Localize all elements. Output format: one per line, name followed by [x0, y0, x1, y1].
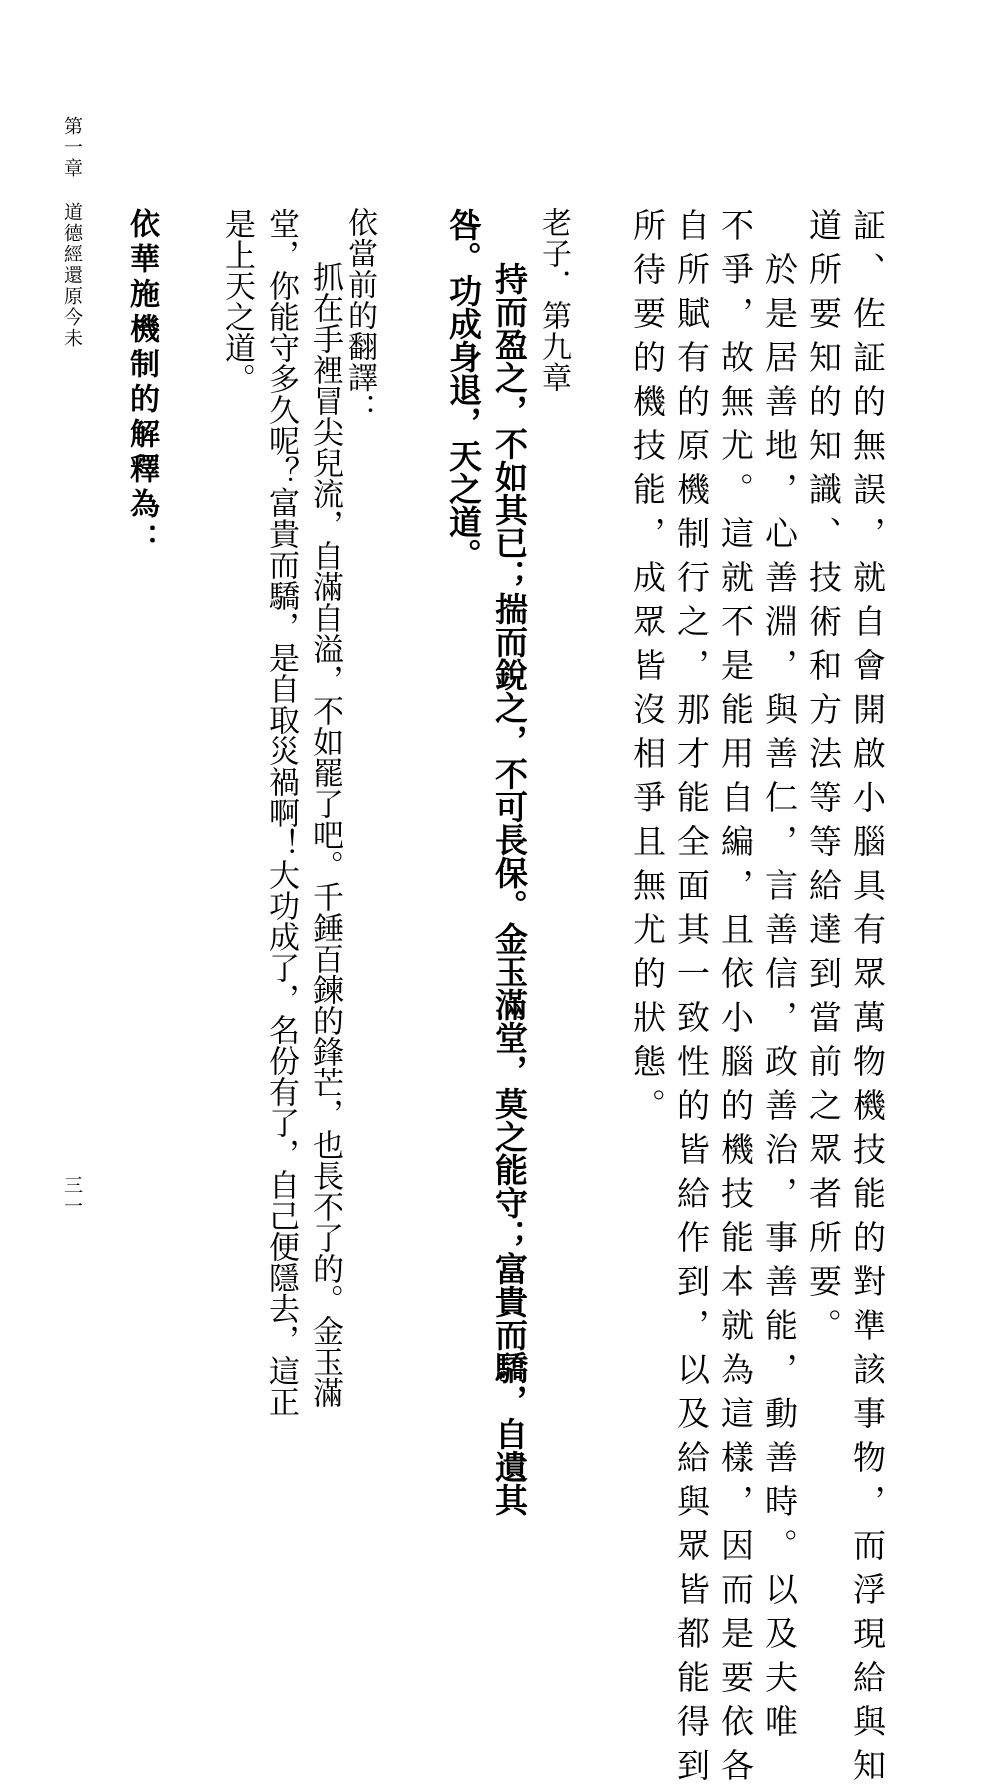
running-header-chapter: 第一章	[61, 116, 83, 179]
body-column-6: 所待要的機技能，成眾皆沒相爭且無尤的狀態。	[628, 208, 667, 1132]
body-column-4: 不爭，故無尤。這就不是能用自編，且依小腦的機技能本就為這樣，因而是要依各	[716, 208, 755, 1792]
interpretation-heading: 依華施機制的解釋為：	[124, 208, 159, 558]
translation-heading: 依當前的翻譯：	[342, 207, 377, 424]
quote-column-2: 咎。功成身退，天之道。	[444, 208, 483, 571]
body-column-3: 於是居善地，心善淵，與善仁，言善信，政善治，事善能，動善時。以及夫唯	[760, 208, 799, 1748]
body-column-1: 証、佐証的無誤，就自會開啟小腦具有眾萬物機技能的對準該事物，而浮現給與知	[848, 208, 887, 1792]
body-column-2: 道所要知的知識、技術和方法等等給達到當前之眾者所要。	[804, 208, 843, 1352]
translation-column-1: 抓在手裡冒尖兒流，自滿自溢，不如罷了吧。千錘百鍊的鋒芒，也長不了的。金玉滿	[307, 230, 343, 1408]
quote-column-1: 持而盈之，不如其已；揣而銳之，不可長保。金玉滿堂，莫之能守；富貴而驕，自遺其	[490, 262, 529, 1516]
body-column-5: 自所賦有的原機制行之，那才能全面其一致性的皆給作到，以及給與眾皆都能得到	[672, 208, 711, 1792]
translation-column-2: 堂，你能守多久呢？富貴而驕，是自取災禍啊！大功成了，名份有了，自己便隱去，這正	[263, 208, 299, 1417]
chapter-heading: 老子．第九章	[536, 207, 571, 393]
translation-column-3: 是上天之道。	[219, 208, 255, 394]
running-header-title: 道德經還原今未	[61, 202, 83, 349]
page-number: 三一	[61, 1175, 83, 1217]
